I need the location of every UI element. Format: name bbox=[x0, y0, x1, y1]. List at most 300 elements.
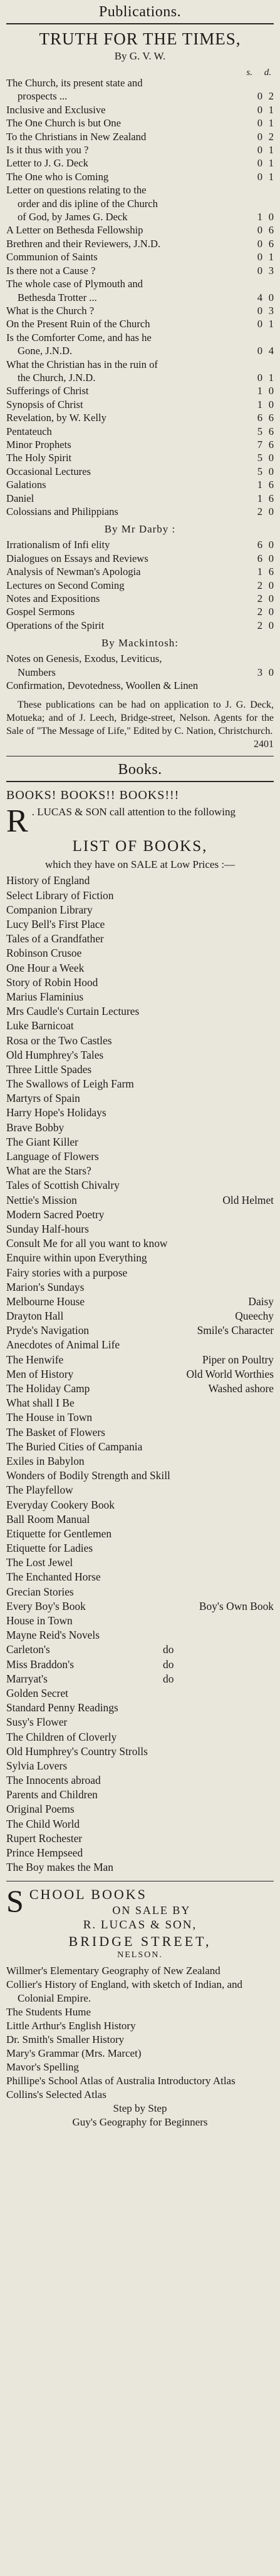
book-title: Lucy Bell's First Place bbox=[6, 918, 105, 931]
item-title: Revelation, by W. Kelly bbox=[6, 412, 106, 424]
book-item bbox=[6, 1686, 274, 1701]
book-title: Ball Room Manual bbox=[6, 1512, 90, 1525]
list-item bbox=[6, 156, 274, 170]
item-title: order and dis ipline of the Church bbox=[18, 197, 158, 210]
item-price: 0 1 bbox=[257, 170, 274, 183]
item-title: Minor Prophets bbox=[6, 438, 71, 451]
book-item bbox=[6, 1077, 274, 1091]
heading-rule bbox=[6, 781, 274, 782]
truth-headline: TRUTH FOR THE TIMES, bbox=[39, 29, 241, 48]
item-title: Colossians and Philippians bbox=[6, 506, 118, 517]
list-item bbox=[6, 317, 274, 330]
item-title: Is there not a Cause ? bbox=[6, 264, 96, 277]
book-item bbox=[6, 1410, 274, 1425]
book-item bbox=[6, 1309, 274, 1323]
list-item bbox=[6, 277, 274, 290]
book-title: Sylvia Lovers bbox=[6, 1759, 68, 1772]
list-item bbox=[6, 183, 274, 196]
item-price: 7 6 bbox=[257, 438, 274, 451]
item-title: Communion of Saints bbox=[6, 251, 98, 263]
book-item bbox=[6, 1512, 274, 1527]
mackintosh-heading: By Mackintosh: bbox=[101, 637, 179, 649]
list-item bbox=[6, 538, 274, 551]
book-item bbox=[6, 1585, 274, 1599]
book-title: Fairy stories with a purpose bbox=[6, 1266, 128, 1279]
item-title: Is the Comforter Come, and has he bbox=[6, 331, 152, 344]
book-item bbox=[6, 1367, 274, 1382]
book-title: Mrs Caudle's Curtain Lectures bbox=[6, 1005, 140, 1018]
book-title: The Giant Killer bbox=[6, 1135, 78, 1148]
list-title: LIST OF BOOKS, bbox=[72, 838, 208, 855]
school-book-item: Dr. Smith's Smaller History bbox=[6, 2034, 125, 2046]
book-title: Story of Robin Hood bbox=[6, 975, 98, 989]
list-item bbox=[6, 592, 274, 605]
item-price: 0 2 bbox=[257, 130, 274, 143]
item-price: 0 1 bbox=[257, 318, 274, 330]
list-item bbox=[6, 605, 274, 618]
list-item bbox=[6, 398, 274, 411]
book-title-second: Boy's Own Book bbox=[199, 1599, 274, 1612]
school-seller: R. LUCAS & SON, bbox=[83, 1918, 197, 1932]
book-item bbox=[6, 1759, 274, 1773]
book-title: Anecdotes of Animal Life bbox=[6, 1338, 120, 1352]
book-title: House in Town bbox=[6, 1614, 73, 1627]
item-title: Irrationalism of Infi elity bbox=[6, 539, 110, 551]
book-item bbox=[6, 975, 274, 990]
list-item bbox=[6, 465, 274, 478]
item-title: The Holy Spirit bbox=[6, 452, 72, 464]
list-item bbox=[6, 492, 274, 505]
list-item bbox=[6, 264, 274, 277]
item-title: Analysis of Newman's Apologia bbox=[6, 566, 141, 578]
item-price: 2 0 bbox=[257, 579, 274, 591]
item-price: 0 6 bbox=[257, 224, 274, 237]
book-item bbox=[6, 1628, 274, 1642]
book-title: Everyday Cookery Book bbox=[6, 1498, 115, 1511]
list-item bbox=[6, 384, 274, 397]
book-item bbox=[6, 1034, 274, 1048]
item-price: 1 6 bbox=[257, 479, 274, 491]
school-books-ad bbox=[6, 1883, 274, 2129]
book-title: Marion's Sundays bbox=[6, 1280, 85, 1293]
item-title: Bethesda Trotter ... bbox=[18, 291, 97, 303]
list-item bbox=[6, 505, 274, 518]
item-price: 2 0 bbox=[257, 506, 274, 517]
item-title: The whole case of Plymouth and bbox=[6, 278, 143, 290]
item-price: 1 6 bbox=[257, 492, 274, 504]
price-columns-head bbox=[6, 68, 274, 76]
item-price: 1 0 bbox=[257, 385, 274, 397]
book-title: Harry Hope's Holidays bbox=[6, 1106, 106, 1119]
book-item bbox=[6, 1657, 274, 1672]
book-item bbox=[6, 1570, 274, 1584]
book-item bbox=[6, 1642, 274, 1657]
list-item bbox=[6, 89, 274, 103]
book-item bbox=[6, 1454, 274, 1469]
item-price: 0 1 bbox=[257, 103, 274, 116]
book-title: The Boy makes the Man bbox=[6, 1861, 113, 1874]
item-title: Sufferings of Christ bbox=[6, 385, 89, 397]
item-price: 0 6 bbox=[257, 237, 274, 250]
list-item bbox=[6, 331, 274, 344]
book-item bbox=[6, 1004, 274, 1019]
book-title: The Enchanted Horse bbox=[6, 1571, 101, 1584]
book-title-second: do bbox=[163, 1672, 174, 1685]
list-item bbox=[6, 304, 274, 317]
item-price: 5 0 bbox=[257, 465, 274, 477]
list-item bbox=[6, 291, 274, 304]
item-price: 0 4 bbox=[257, 345, 274, 357]
publication-list-suffering bbox=[6, 384, 274, 397]
item-title: Brethren and their Reviewers, J.N.D. bbox=[6, 237, 161, 250]
school-line2: ON SALE BY bbox=[112, 1904, 191, 1917]
school-book-item: Phillipe's School Atlas of Australia Introductory Atlas bbox=[6, 2075, 236, 2087]
book-title: Wonders of Bodily Strength and Skill bbox=[6, 1469, 170, 1482]
item-price: 6 0 bbox=[257, 552, 274, 564]
book-item bbox=[6, 1599, 274, 1614]
book-item bbox=[6, 1193, 274, 1208]
book-title: Sunday Half-hours bbox=[6, 1222, 89, 1235]
book-title: Melbourne House bbox=[6, 1295, 85, 1308]
list-item bbox=[6, 210, 274, 223]
list-item bbox=[6, 371, 274, 384]
book-title: Golden Secret bbox=[6, 1686, 68, 1699]
item-title: Confirmation, Devotedness, Woollen & Linen bbox=[6, 680, 199, 692]
list-item bbox=[6, 223, 274, 237]
book-title: Every Boy's Book bbox=[6, 1599, 86, 1612]
book-title-second: do bbox=[163, 1657, 174, 1671]
books-banner: BOOKS! BOOKS!! BOOKS!!! bbox=[6, 788, 180, 803]
item-title: The One who is Coming bbox=[6, 170, 109, 183]
book-item bbox=[6, 1614, 274, 1628]
books-heading: Books. bbox=[118, 761, 162, 778]
book-item bbox=[6, 1425, 274, 1440]
book-title: Old Humphrey's Tales bbox=[6, 1048, 104, 1061]
book-item bbox=[6, 1251, 274, 1265]
heading-rule bbox=[6, 23, 274, 24]
school-street: BRIDGE STREET, bbox=[68, 1933, 212, 1950]
book-title: Language of Flowers bbox=[6, 1150, 99, 1163]
book-item bbox=[6, 1121, 274, 1135]
item-price: 2 0 bbox=[257, 606, 274, 618]
item-price: 0 3 bbox=[257, 304, 274, 317]
book-title: Rupert Rochester bbox=[6, 1831, 83, 1845]
list-item bbox=[6, 116, 274, 130]
book-item bbox=[6, 1802, 274, 1816]
book-item bbox=[6, 1860, 274, 1875]
item-title: The Church, its present state and bbox=[6, 77, 143, 89]
school-list bbox=[6, 1964, 274, 2129]
list-intro: which they have on SALE at Low Prices :— bbox=[44, 858, 236, 871]
item-price: 0 3 bbox=[257, 264, 274, 277]
book-title: The Swallows of Leigh Farm bbox=[6, 1077, 134, 1091]
publication-list-darby bbox=[6, 538, 274, 632]
book-title: The Holiday Camp bbox=[6, 1382, 90, 1395]
book-item bbox=[6, 1817, 274, 1831]
book-title-second: Washed ashore bbox=[208, 1382, 274, 1395]
books-intro: R . LUCAS & SON call attention to the following bbox=[6, 803, 236, 840]
school-book-item: Step by Step bbox=[113, 2102, 167, 2115]
book-title: Rosa or the Two Castles bbox=[6, 1034, 112, 1047]
item-title: Letter to J. G. Deck bbox=[6, 157, 88, 170]
book-item bbox=[6, 1091, 274, 1106]
book-item bbox=[6, 1555, 274, 1570]
item-title: prospects ... bbox=[18, 90, 68, 103]
item-title: What the Christian has in the ruin of bbox=[6, 358, 158, 370]
book-title: Three Little Spades bbox=[6, 1062, 92, 1076]
book-item bbox=[6, 1062, 274, 1077]
darby-heading: By Mr Darby : bbox=[104, 523, 176, 536]
book-title: What are the Stars? bbox=[6, 1164, 91, 1178]
book-title: Companion Library bbox=[6, 903, 93, 916]
school-book-item: Collier's History of England, with sketch of Indian, and Colonial Empire. bbox=[6, 1978, 242, 2005]
item-title: Lectures on Second Coming bbox=[6, 579, 125, 591]
book-title: Old Humphrey's Country Strolls bbox=[6, 1744, 148, 1758]
book-item bbox=[6, 1164, 274, 1178]
book-title: The Child World bbox=[6, 1817, 80, 1830]
notice-code: 2401 bbox=[254, 739, 274, 750]
list-item bbox=[6, 679, 274, 692]
book-title: Tales of Scottish Chivalry bbox=[6, 1179, 120, 1192]
book-item bbox=[6, 1730, 274, 1744]
item-title: Letter on questions relating to the bbox=[6, 184, 147, 196]
book-item bbox=[6, 1280, 274, 1295]
item-price: 3 0 bbox=[257, 666, 274, 678]
book-item bbox=[6, 1701, 274, 1715]
book-title: Brave Bobby bbox=[6, 1121, 65, 1134]
item-title: Gone, J.N.D. bbox=[18, 345, 73, 357]
book-title: Grecian Stories bbox=[6, 1585, 74, 1598]
book-title-second: Old World Worthies bbox=[186, 1367, 274, 1380]
book-title: Marius Flaminius bbox=[6, 990, 84, 1003]
book-item bbox=[6, 1019, 274, 1033]
item-title: The One Church is but One bbox=[6, 117, 121, 130]
book-title: Tales of a Grandfather bbox=[6, 932, 104, 945]
publication-list-kelly bbox=[6, 398, 274, 519]
book-title: Martyrs of Spain bbox=[6, 1092, 80, 1105]
book-title: One Hour a Week bbox=[6, 961, 85, 974]
book-title: Enquire within upon Everything bbox=[6, 1251, 147, 1265]
book-title: Select Library of Fiction bbox=[6, 888, 114, 902]
school-book-item: Willmer's Elementary Geography of New Zealand bbox=[6, 1965, 220, 1977]
item-price: 2 0 bbox=[257, 593, 274, 605]
book-title-second: do bbox=[163, 1643, 174, 1656]
item-title: A Letter on Bethesda Fellowship bbox=[6, 224, 143, 237]
list-item bbox=[6, 619, 274, 632]
book-title: The Basket of Flowers bbox=[6, 1425, 105, 1438]
book-item bbox=[6, 1846, 274, 1860]
book-item bbox=[6, 1440, 274, 1454]
item-title: Synopsis of Christ bbox=[6, 398, 83, 410]
item-title: the Church, J.N.D. bbox=[18, 371, 96, 384]
book-item bbox=[6, 1541, 274, 1555]
agents-notice: These publications can be had on application to J. G. Deck, Motueka; and of J. Leech, Bridge-street, Nelson. Agents for the Sale of "The Message of Life," Edited by C. Nation, Christchurch. 2401 bbox=[6, 700, 274, 750]
item-title: Daniel bbox=[6, 492, 34, 504]
list-item bbox=[6, 170, 274, 183]
shillings-label: s. bbox=[246, 68, 252, 78]
book-title: The Buried Cities of Campania bbox=[6, 1440, 143, 1453]
book-title-second: Queechy bbox=[235, 1310, 274, 1323]
book-title: Robinson Crusoe bbox=[6, 947, 82, 960]
book-title: History of England bbox=[6, 874, 90, 887]
book-title-second: Daisy bbox=[248, 1295, 274, 1308]
book-title: Mayne Reid's Novels bbox=[6, 1629, 100, 1642]
school-town: NELSON. bbox=[117, 1950, 163, 1960]
book-title: What shall I Be bbox=[6, 1397, 75, 1410]
school-book-item: Guy's Geography for Beginners bbox=[72, 2116, 208, 2129]
book-item bbox=[6, 990, 274, 1004]
school-book-item: Little Arthur's English History bbox=[6, 2020, 136, 2032]
book-item bbox=[6, 1178, 274, 1193]
list-item bbox=[6, 76, 274, 89]
book-title: Drayton Hall bbox=[6, 1310, 64, 1323]
book-item bbox=[6, 1048, 274, 1062]
publications-heading: Publications. bbox=[98, 4, 182, 20]
item-price: 5 6 bbox=[257, 425, 274, 437]
book-item bbox=[6, 1672, 274, 1686]
book-title: Nettie's Mission bbox=[6, 1193, 77, 1206]
item-price: 0 1 bbox=[257, 251, 274, 263]
book-title: Parents and Children bbox=[6, 1788, 98, 1801]
list-item bbox=[6, 197, 274, 210]
school-book-item: Collins's Selected Atlas bbox=[6, 2089, 106, 2101]
item-price: 1 0 bbox=[257, 398, 274, 410]
book-item bbox=[6, 1382, 274, 1396]
book-item bbox=[6, 1396, 274, 1410]
list-item bbox=[6, 666, 274, 679]
list-item bbox=[6, 103, 274, 116]
book-title: The Playfellow bbox=[6, 1484, 73, 1497]
books-dropcap: R bbox=[6, 803, 28, 840]
list-item bbox=[6, 130, 274, 143]
item-title: of God, by James G. Deck bbox=[18, 211, 128, 223]
book-item bbox=[6, 946, 274, 960]
item-price: 0 1 bbox=[257, 144, 274, 156]
item-price: 6 0 bbox=[257, 539, 274, 551]
list-item bbox=[6, 143, 274, 156]
item-price: 0 2 bbox=[257, 90, 274, 103]
item-title: Numbers bbox=[18, 666, 56, 678]
list-item bbox=[6, 411, 274, 424]
item-price: 0 1 bbox=[257, 371, 274, 384]
book-item bbox=[6, 1483, 274, 1497]
item-title: To the Christians in New Zealand bbox=[6, 130, 147, 143]
item-title: What is the Church ? bbox=[6, 304, 95, 317]
list-item bbox=[6, 438, 274, 451]
book-item bbox=[6, 961, 274, 975]
book-title: The Innocents abroad bbox=[6, 1774, 101, 1787]
truth-byline: By G. V. W. bbox=[114, 50, 166, 62]
book-item bbox=[6, 1353, 274, 1367]
book-item bbox=[6, 1773, 274, 1788]
book-title: Etiquette for Gentlemen bbox=[6, 1527, 112, 1540]
book-item bbox=[6, 1295, 274, 1309]
item-price: 5 0 bbox=[257, 452, 274, 464]
book-list bbox=[6, 873, 274, 1875]
book-title: Consult Me for all you want to know bbox=[6, 1237, 168, 1250]
school-book-item: The Students Hume bbox=[6, 2006, 91, 2019]
book-item bbox=[6, 1106, 274, 1120]
list-item bbox=[6, 552, 274, 565]
book-title: Prince Hempseed bbox=[6, 1846, 83, 1860]
item-title: Notes on Genesis, Exodus, Leviticus, bbox=[6, 653, 162, 665]
school-book-item: Mary's Grammar (Mrs. Marcet) bbox=[6, 2047, 142, 2060]
list-item bbox=[6, 451, 274, 464]
book-title: Marryat's bbox=[6, 1672, 48, 1685]
book-item bbox=[6, 1715, 274, 1729]
book-item bbox=[6, 1266, 274, 1280]
book-item bbox=[6, 1498, 274, 1512]
book-item bbox=[6, 917, 274, 932]
publication-list bbox=[6, 76, 274, 384]
item-price: 1 6 bbox=[257, 566, 274, 578]
book-item bbox=[6, 932, 274, 946]
item-title: Dialogues on Essays and Reviews bbox=[6, 552, 148, 564]
item-title: Is it thus with you ? bbox=[6, 144, 89, 156]
list-item bbox=[6, 652, 274, 665]
list-item bbox=[6, 565, 274, 578]
book-title: The Lost Jewel bbox=[6, 1556, 73, 1569]
item-title: Occasional Lectures bbox=[6, 465, 91, 477]
list-item bbox=[6, 237, 274, 250]
list-item bbox=[6, 250, 274, 263]
book-item bbox=[6, 1469, 274, 1483]
list-item bbox=[6, 579, 274, 592]
book-item bbox=[6, 1788, 274, 1802]
book-item bbox=[6, 1831, 274, 1846]
book-item bbox=[6, 873, 274, 888]
item-title: Pentateuch bbox=[6, 425, 52, 437]
book-item bbox=[6, 1135, 274, 1149]
item-title: Notes and Expositions bbox=[6, 593, 100, 605]
list-item bbox=[6, 425, 274, 438]
school-headline: S CHOOL BOOKS bbox=[6, 1883, 147, 1919]
book-item bbox=[6, 1149, 274, 1164]
book-title: Men of History bbox=[6, 1367, 74, 1380]
page-column bbox=[6, 0, 274, 2129]
item-price: 2 0 bbox=[257, 619, 274, 631]
book-item bbox=[6, 1208, 274, 1222]
item-title: Gospel Sermons bbox=[6, 606, 75, 618]
book-title: Miss Braddon's bbox=[6, 1657, 74, 1671]
pence-label: d. bbox=[264, 68, 271, 78]
book-title: Standard Penny Readings bbox=[6, 1701, 118, 1714]
item-title: Inclusive and Exclusive bbox=[6, 103, 106, 116]
book-title: Luke Barnicoat bbox=[6, 1019, 74, 1032]
item-price: 4 0 bbox=[257, 291, 274, 303]
book-title: Carleton's bbox=[6, 1643, 50, 1656]
book-title: Original Poems bbox=[6, 1803, 75, 1816]
item-title: Galations bbox=[6, 479, 46, 491]
book-title: The Henwife bbox=[6, 1353, 64, 1366]
item-price: 0 1 bbox=[257, 157, 274, 170]
school-dropcap: S bbox=[6, 1883, 26, 1919]
book-title-second: Piper on Poultry bbox=[202, 1353, 274, 1366]
book-item bbox=[6, 1527, 274, 1541]
item-title: Operations of the Spirit bbox=[6, 619, 105, 631]
book-title-second: Old Helmet bbox=[222, 1193, 274, 1206]
item-price: 6 6 bbox=[257, 412, 274, 424]
book-item bbox=[6, 1323, 274, 1338]
book-title: Pryde's Navigation bbox=[6, 1324, 90, 1337]
list-item bbox=[6, 478, 274, 491]
book-title: The Children of Cloverly bbox=[6, 1730, 117, 1743]
item-price: 1 0 bbox=[257, 211, 274, 223]
book-title: Exiles in Babylon bbox=[6, 1454, 85, 1467]
book-item bbox=[6, 1222, 274, 1236]
item-title: On the Present Ruin of the Church bbox=[6, 318, 150, 330]
book-title: The House in Town bbox=[6, 1411, 93, 1424]
